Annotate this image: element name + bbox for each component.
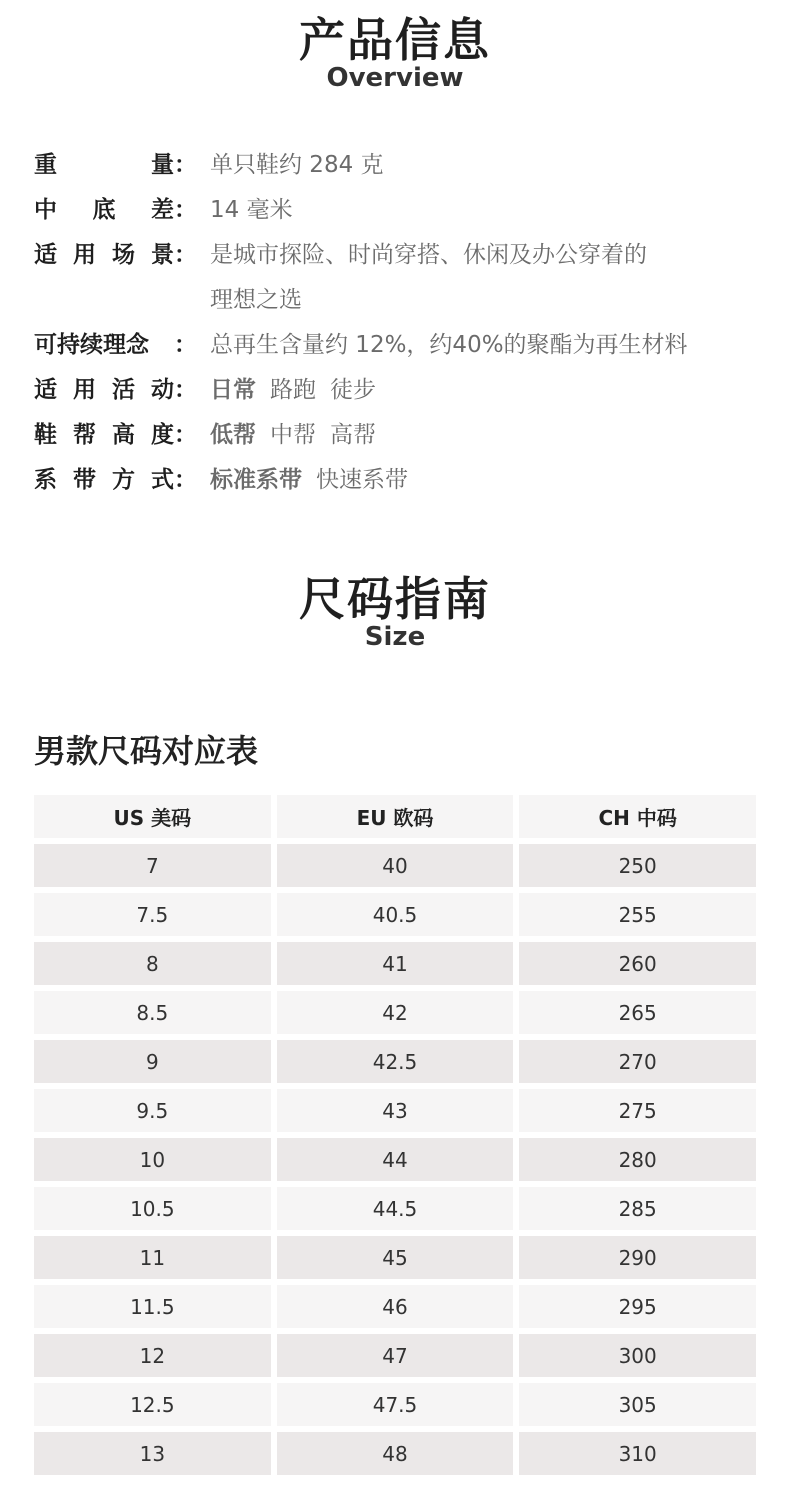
info-value — [210, 368, 774, 413]
option[interactable]: 徒步 — [330, 377, 376, 403]
info-value — [210, 143, 774, 188]
table-cell: 10.5 — [34, 1187, 271, 1230]
table-cell: 42.5 — [277, 1040, 514, 1083]
table-cell: 255 — [519, 893, 756, 936]
info-value-text: 是城市探险、时尚穿搭、休闲及办公穿着的 — [210, 242, 647, 268]
info-label-char: 重 — [34, 152, 57, 178]
info-colon: ： — [174, 242, 197, 268]
info-label-char: 景 — [151, 242, 174, 268]
table-cell: 270 — [519, 1040, 756, 1083]
table-cell: 44 — [277, 1138, 514, 1181]
info-label-char: 适 — [34, 377, 57, 403]
option[interactable]: 高帮 — [330, 422, 376, 448]
info-label-char: 方 — [112, 467, 135, 493]
size-table-title: 男款尺码对应表 — [34, 732, 259, 770]
info-label-char: 度 — [151, 422, 174, 448]
table-cell: 43 — [277, 1089, 514, 1132]
info-value — [210, 323, 774, 368]
table-cell: 9.5 — [34, 1089, 271, 1132]
info-colon: ： — [174, 377, 197, 403]
table-cell: 12 — [34, 1334, 271, 1377]
info-label — [34, 143, 174, 188]
table-row — [34, 1383, 756, 1426]
table-cell: 275 — [519, 1089, 756, 1132]
info-label-char: 带 — [73, 467, 96, 493]
size-subtitle: Size — [364, 622, 426, 652]
table-cell: 265 — [519, 991, 756, 1034]
table-cell: 7 — [34, 844, 271, 887]
table-cell: 40 — [277, 844, 514, 887]
table-cell: 41 — [277, 942, 514, 985]
info-row — [34, 323, 774, 368]
table-cell: 13 — [34, 1432, 271, 1475]
table-row — [34, 1334, 756, 1377]
table-cell: 7.5 — [34, 893, 271, 936]
table-cell: 250 — [519, 844, 756, 887]
info-label-char: 高 — [112, 422, 135, 448]
info-value — [210, 458, 774, 503]
info-label — [34, 233, 174, 278]
table-cell: 295 — [519, 1285, 756, 1328]
size-chart-table — [34, 795, 756, 1481]
table-cell: 42 — [277, 991, 514, 1034]
info-row — [34, 233, 774, 323]
info-label-char: 动 — [151, 377, 174, 403]
info-colon: ： — [174, 467, 197, 493]
info-label-char: 鞋 — [34, 422, 57, 448]
info-row — [34, 458, 774, 503]
table-row — [34, 942, 756, 985]
info-value — [210, 413, 774, 458]
table-row — [34, 1432, 756, 1475]
table-cell: 12.5 — [34, 1383, 271, 1426]
info-colon: ： — [174, 152, 197, 178]
table-cell: 40.5 — [277, 893, 514, 936]
table-cell: 9 — [34, 1040, 271, 1083]
table-row — [34, 1236, 756, 1279]
size-title: 尺码指南 — [299, 572, 491, 626]
info-label — [34, 458, 174, 503]
table-header-row — [34, 795, 756, 838]
option-selected[interactable]: 低帮 — [210, 422, 256, 448]
table-cell: 47 — [277, 1334, 514, 1377]
info-colon: ： — [174, 422, 197, 448]
table-header-cell: CH 中码 — [519, 795, 756, 838]
table-cell: 300 — [519, 1334, 756, 1377]
product-info-list — [34, 143, 774, 503]
info-label-char: 底 — [92, 197, 116, 223]
info-value-text: 单只鞋约 284 克 — [210, 152, 384, 178]
table-cell: 44.5 — [277, 1187, 514, 1230]
option[interactable]: 快速系带 — [316, 467, 408, 493]
info-value-text: 总再生含量约 12%，约40%的聚酯为再生材料 — [210, 332, 688, 358]
table-row — [34, 991, 756, 1034]
info-label-char: 式 — [151, 467, 174, 493]
table-row — [34, 893, 756, 936]
info-colon: ： — [174, 332, 197, 358]
option[interactable]: 中帮 — [270, 422, 316, 448]
info-label-char: 用 — [73, 242, 96, 268]
info-value — [210, 188, 774, 233]
table-cell: 46 — [277, 1285, 514, 1328]
info-label-char: 帮 — [73, 422, 96, 448]
overview-subtitle: Overview — [326, 63, 464, 93]
table-header-cell: US 美码 — [34, 795, 271, 838]
info-row — [34, 188, 774, 233]
option[interactable]: 路跑 — [270, 377, 316, 403]
info-row — [34, 143, 774, 188]
table-cell: 305 — [519, 1383, 756, 1426]
info-label — [34, 413, 174, 458]
table-cell: 11 — [34, 1236, 271, 1279]
info-row — [34, 368, 774, 413]
info-label-char: 适 — [34, 242, 57, 268]
table-row — [34, 1285, 756, 1328]
info-label-char: 系 — [34, 467, 57, 493]
table-row — [34, 1138, 756, 1181]
table-cell: 8 — [34, 942, 271, 985]
info-label — [34, 368, 174, 413]
table-row — [34, 1040, 756, 1083]
table-cell: 280 — [519, 1138, 756, 1181]
table-cell: 48 — [277, 1432, 514, 1475]
table-cell: 310 — [519, 1432, 756, 1475]
info-label-char: 中 — [34, 197, 57, 223]
info-label-char: 量 — [151, 152, 174, 178]
info-row — [34, 413, 774, 458]
info-label-char: 场 — [112, 242, 135, 268]
info-label-char: 活 — [112, 377, 135, 403]
info-value-text: 理想之选 — [210, 287, 302, 313]
info-label — [34, 188, 174, 233]
table-cell: 290 — [519, 1236, 756, 1279]
info-value — [210, 233, 774, 323]
overview-title: 产品信息 — [299, 13, 491, 67]
option-selected[interactable]: 日常 — [210, 377, 256, 403]
table-cell: 285 — [519, 1187, 756, 1230]
table-cell: 11.5 — [34, 1285, 271, 1328]
option-selected[interactable]: 标准系带 — [210, 467, 302, 493]
info-label-char: 差 — [151, 197, 174, 223]
table-row — [34, 844, 756, 887]
info-colon: ： — [174, 197, 197, 223]
table-row — [34, 1187, 756, 1230]
info-label — [34, 323, 174, 368]
table-cell: 260 — [519, 942, 756, 985]
info-value-text: 14 毫米 — [210, 197, 293, 223]
table-row — [34, 1089, 756, 1132]
table-cell: 47.5 — [277, 1383, 514, 1426]
table-cell: 45 — [277, 1236, 514, 1279]
table-cell: 8.5 — [34, 991, 271, 1034]
table-header-cell: EU 欧码 — [277, 795, 514, 838]
table-cell: 10 — [34, 1138, 271, 1181]
info-label-char: 可持续理念 — [34, 332, 149, 358]
info-label-char: 用 — [73, 377, 96, 403]
